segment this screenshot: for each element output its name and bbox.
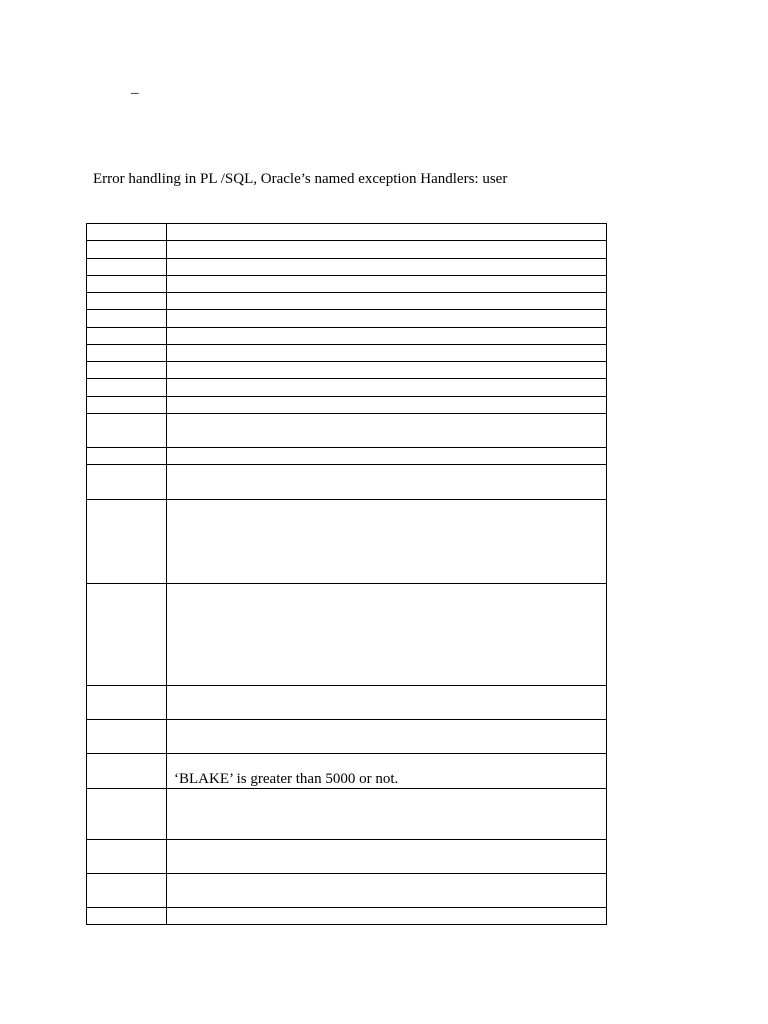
- row-text-cell: [167, 465, 607, 500]
- row-text-cell: [167, 276, 607, 293]
- row-label-cell: [87, 224, 167, 241]
- row-text-cell: [167, 362, 607, 379]
- table-row: [87, 448, 607, 465]
- row-label-cell: [87, 276, 167, 293]
- table-row: [87, 397, 607, 414]
- row-text-cell: [167, 293, 607, 310]
- row-text-cell: [167, 310, 607, 328]
- row-label-cell: [87, 310, 167, 328]
- row-label-cell: [87, 720, 167, 754]
- row-text-cell: [167, 908, 607, 925]
- table-row: [87, 754, 607, 789]
- table-row: [87, 328, 607, 345]
- cell-text: ‘BLAKE’ is greater than 5000 or not.: [174, 771, 399, 787]
- table-row: [87, 500, 607, 584]
- table-row: [87, 874, 607, 908]
- row-label-cell: [87, 328, 167, 345]
- row-text-cell: [167, 241, 607, 259]
- table-row: [87, 789, 607, 840]
- row-text-cell: [167, 720, 607, 754]
- row-text-cell: [167, 754, 607, 789]
- row-text-cell: [167, 259, 607, 276]
- content-table: [86, 223, 607, 925]
- row-label-cell: [87, 874, 167, 908]
- table-row: [87, 686, 607, 720]
- row-label-cell: [87, 584, 167, 686]
- table-row: [87, 414, 607, 448]
- row-label-cell: [87, 345, 167, 362]
- table-row: [87, 720, 607, 754]
- table-row: [87, 293, 607, 310]
- row-label-cell: [87, 686, 167, 720]
- row-label-cell: [87, 908, 167, 925]
- table-row: [87, 310, 607, 328]
- row-label-cell: [87, 414, 167, 448]
- row-text-cell: [167, 448, 607, 465]
- row-text-cell: [167, 328, 607, 345]
- row-label-cell: [87, 241, 167, 259]
- table-row: [87, 276, 607, 293]
- table-row: [87, 345, 607, 362]
- row-label-cell: [87, 500, 167, 584]
- row-text-cell: [167, 789, 607, 840]
- row-text-cell: [167, 584, 607, 686]
- row-text-cell: [167, 874, 607, 908]
- table-row: [87, 362, 607, 379]
- row-label-cell: [87, 754, 167, 789]
- row-label-cell: [87, 448, 167, 465]
- row-text-cell: [167, 414, 607, 448]
- dash-mark: –: [131, 85, 139, 101]
- row-text-cell: [167, 345, 607, 362]
- table-row: [87, 584, 607, 686]
- table-row: [87, 840, 607, 874]
- row-label-cell: [87, 379, 167, 397]
- row-text-cell: [167, 397, 607, 414]
- table-row: [87, 259, 607, 276]
- table-row: [87, 465, 607, 500]
- table-row: [87, 379, 607, 397]
- row-text-cell: [167, 840, 607, 874]
- row-label-cell: [87, 397, 167, 414]
- row-label-cell: [87, 362, 167, 379]
- table-row: [87, 224, 607, 241]
- row-label-cell: [87, 840, 167, 874]
- row-text-cell: [167, 686, 607, 720]
- row-label-cell: [87, 465, 167, 500]
- row-text-cell: [167, 379, 607, 397]
- document-heading: Error handling in PL /SQL, Oracle’s named exception Handlers: user: [93, 171, 508, 187]
- row-label-cell: [87, 259, 167, 276]
- row-label-cell: [87, 789, 167, 840]
- table-row: [87, 241, 607, 259]
- row-text-cell: [167, 224, 607, 241]
- table-row: [87, 908, 607, 925]
- row-text-cell: [167, 500, 607, 584]
- row-label-cell: [87, 293, 167, 310]
